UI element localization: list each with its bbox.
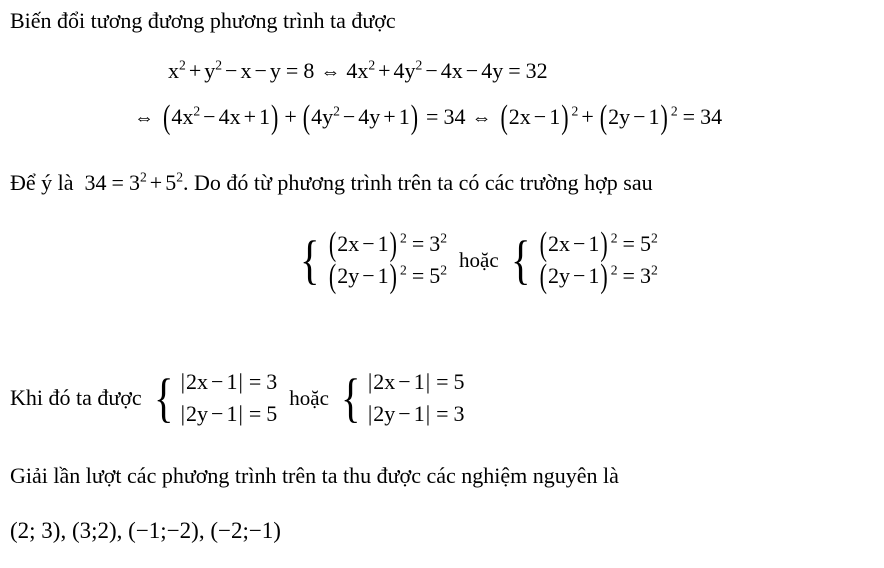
system-abs-left-row-2: |2y − 1| = 5 — [180, 401, 278, 426]
equation-line-1 — [168, 56, 548, 87]
equation2-right-y: (2y − 1) — [599, 96, 668, 136]
conclusion-line: Giải lần lượt các phương trình trên ta thu được các nghiệm nguyên là — [10, 463, 619, 488]
note-suffix: . Do đó từ phương trình trên ta có các trường hợp sau — [183, 170, 653, 195]
systems-abs — [10, 370, 465, 426]
equation2-right-x: (2x − 1) — [500, 96, 569, 136]
iff-symbol-2: ⇔ — [134, 107, 154, 129]
system-abs-right-row-2: |2y − 1| = 3 — [367, 401, 465, 426]
left-brace-icon: { — [300, 230, 320, 290]
system-right-abs — [341, 370, 465, 426]
system-right-squared — [510, 223, 658, 295]
system-left-squared — [300, 223, 448, 295]
equation-line-2: ⇔ $(4x^2 - 4x + 1) + (4y^2 - 4y + 1) = 34$ ⇔ (2x − 1) $^2$ + (2y − 1) $^2$ = 34 — [128, 102, 722, 133]
system-right-row-2: (2y − 1) $^2 = 3^2$ — [539, 255, 658, 295]
system-left-row-1: (2x − 1) $^2 = 3^2$ — [328, 223, 448, 263]
equation2-group-x: $(4x^2 - 4x + 1)$ — [163, 96, 279, 136]
left-brace-icon-3: { — [153, 368, 174, 428]
khi-do-prefix: Khi đó ta được — [10, 385, 142, 410]
systems-squared — [300, 223, 658, 295]
equation1-rhs: $4x^2 + 4y^2 - 4x - 4y = 32$ — [346, 57, 548, 83]
system-left-row-2: (2y − 1) $^2 = 5^2$ — [328, 255, 448, 295]
iff-symbol: ⇔ — [320, 61, 341, 83]
left-brace-icon-2: { — [510, 230, 531, 290]
note-prefix: Để ý là — [10, 170, 74, 195]
equation1-lhs: $x^2 + y^2 - x - y = 8$ — [168, 57, 315, 83]
intro-line: Biến đổi tương đương phương trình ta được — [10, 8, 396, 33]
solutions-line: (2; 3), (3;2), (−1;−2), (−2;−1) — [10, 518, 281, 543]
equation2-group-y: $(4y^2 - 4y + 1)$ — [302, 96, 419, 136]
hoac-label-2: hoặc — [289, 385, 329, 410]
note-expression: $34 = 3^2 + 5^2$ — [79, 169, 183, 195]
system-left-abs — [154, 370, 278, 426]
note-line — [10, 168, 653, 198]
iff-symbol-3: ⇔ — [471, 107, 492, 129]
hoac-label-1: hoặc — [459, 247, 499, 272]
system-right-row-1: (2x − 1) $^2 = 5^2$ — [539, 223, 658, 263]
left-brace-icon-4: { — [340, 368, 361, 428]
system-abs-left-row-1: |2x − 1| = 3 — [180, 369, 278, 394]
system-abs-right-row-1: |2x − 1| = 5 — [367, 369, 465, 394]
